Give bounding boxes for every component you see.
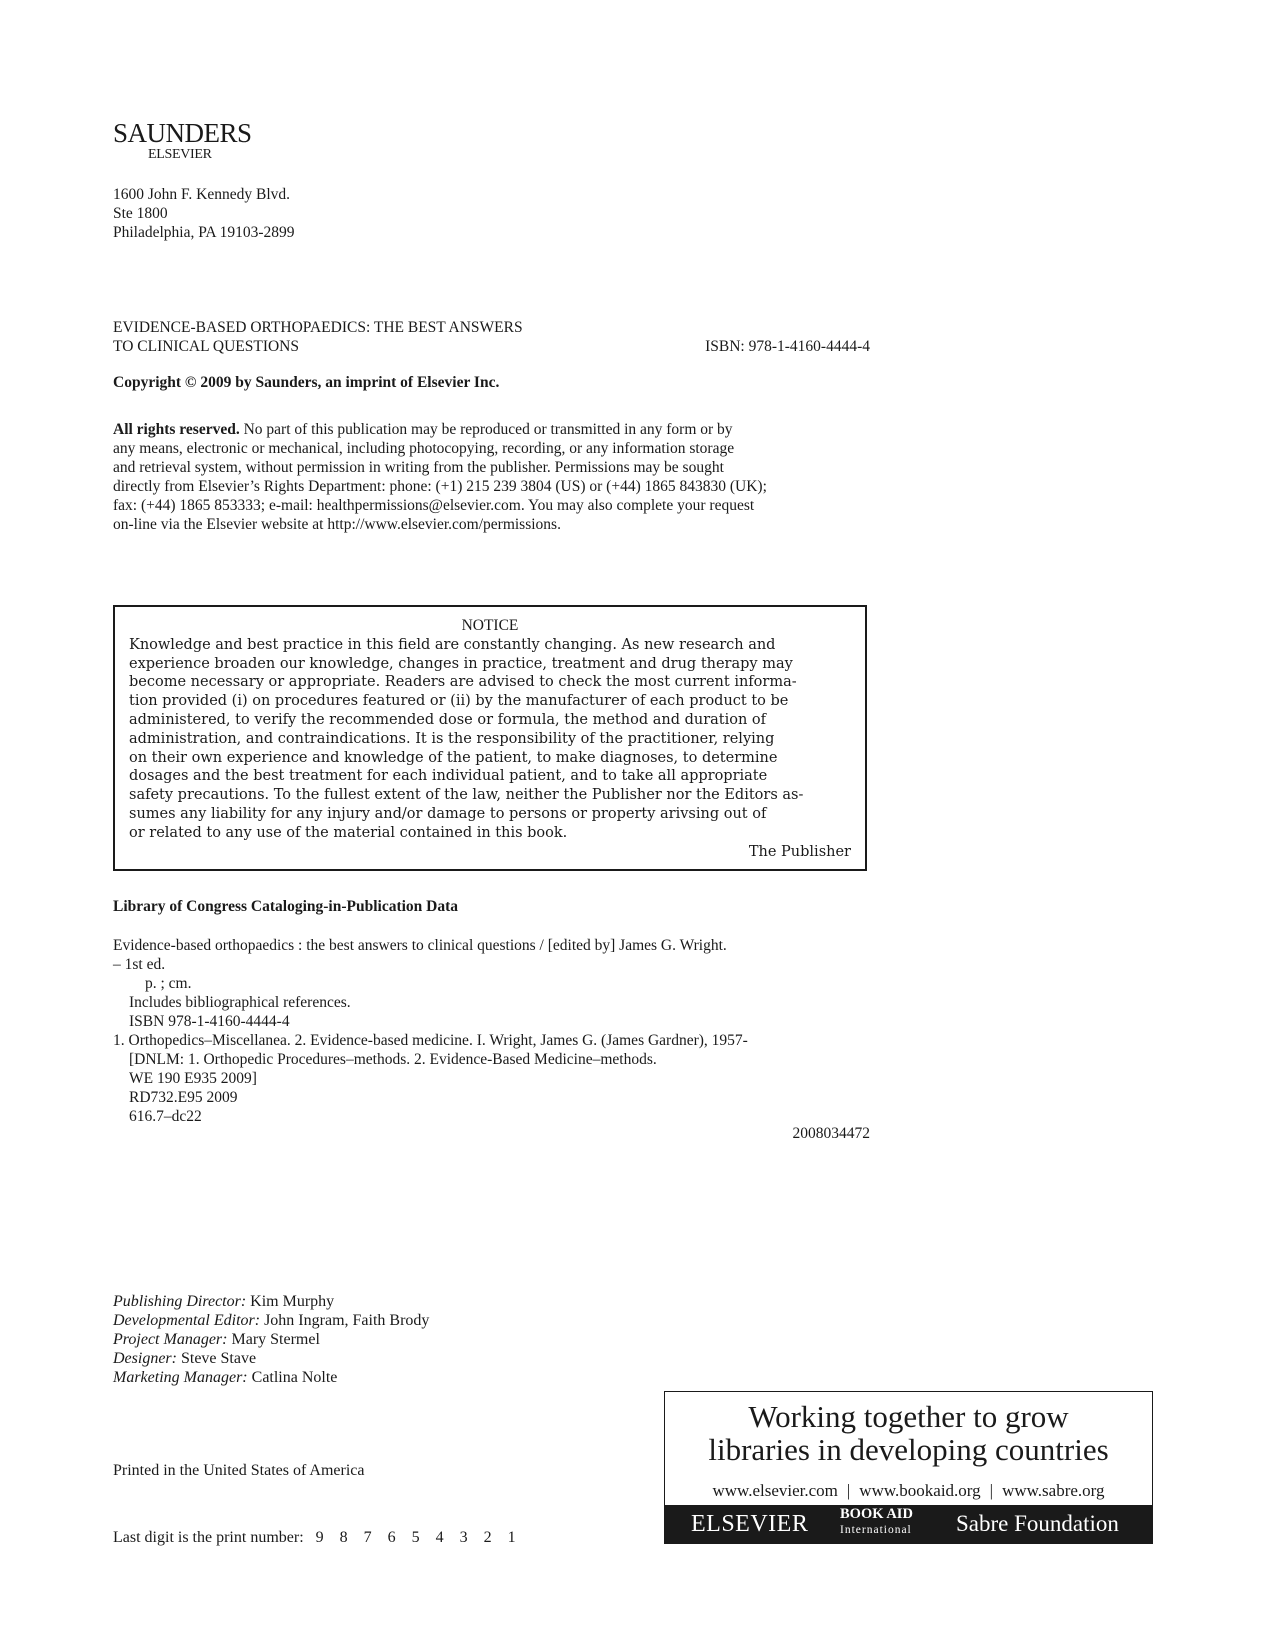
rights-line: on-line via the Elsevier website at http://www.elsevier.com/permissions. bbox=[113, 516, 561, 533]
link-sabre[interactable]: www.sabre.org bbox=[1002, 1481, 1105, 1500]
link-separator: | bbox=[846, 1481, 851, 1500]
banner-headline bbox=[665, 1400, 1152, 1466]
credit-name: Mary Stermel bbox=[227, 1331, 320, 1348]
credit-role: Project Manager: bbox=[113, 1331, 228, 1348]
publisher-address bbox=[113, 185, 295, 242]
notice-line: administered, to verify the recommended dose or formula, the method and duration of bbox=[129, 711, 767, 728]
bookaid-logo-sub: International bbox=[840, 1524, 912, 1536]
rights-statement bbox=[113, 420, 873, 534]
cip-heading: Library of Congress Cataloging-in-Publication Data bbox=[113, 898, 459, 915]
cip-classification: RD732.E95 2009 bbox=[129, 1089, 238, 1106]
banner-headline-line: Working together to grow bbox=[748, 1399, 1069, 1434]
sabre-logo: Sabre Foundation bbox=[956, 1511, 1119, 1536]
book-title bbox=[113, 318, 523, 356]
cip-pages: p. ; cm. bbox=[145, 975, 192, 992]
link-separator: | bbox=[989, 1481, 994, 1500]
cip-detail: Includes bibliographical references. bbox=[129, 994, 351, 1011]
notice-box bbox=[113, 605, 867, 871]
address-line: Ste 1800 bbox=[113, 205, 168, 222]
address-line: 1600 John F. Kennedy Blvd. bbox=[113, 186, 291, 203]
notice-line: become necessary or appropriate. Readers are advised to check the most current informa- bbox=[129, 674, 797, 691]
credit-role: Marketing Manager: bbox=[113, 1369, 248, 1386]
banner-logo-bar bbox=[665, 1505, 1152, 1543]
credit-line bbox=[113, 1292, 429, 1311]
rights-text: No part of this publication may be reproduced or transmitted in any form or by bbox=[239, 421, 733, 438]
credit-role: Publishing Director: bbox=[113, 1293, 247, 1310]
saunders-logo: SAUNDERS bbox=[113, 118, 252, 148]
credit-role: Developmental Editor: bbox=[113, 1312, 261, 1329]
notice-line: or related to any use of the material contained in this book. bbox=[129, 824, 568, 841]
notice-line: dosages and the best treatment for each individual patient, and to take all appropriate bbox=[129, 768, 768, 785]
notice-line: tion provided (i) on procedures featured or (ii) by the manufacturer of each product to be bbox=[129, 693, 789, 710]
rights-line bbox=[113, 420, 873, 439]
lccn: 2008034472 bbox=[792, 1125, 870, 1142]
print-line-label: Last digit is the print number: bbox=[113, 1529, 304, 1546]
cip-classification: WE 190 E935 2009] bbox=[129, 1070, 257, 1087]
printed-in: Printed in the United States of America bbox=[113, 1462, 365, 1479]
elsevier-logo-sub: ELSEVIER bbox=[148, 147, 212, 162]
cip-subjects: 1. Orthopedics–Miscellanea. 2. Evidence-based medicine. I. Wright, James G. (James Gardner), 1957- bbox=[113, 1032, 748, 1049]
credits bbox=[113, 1292, 429, 1387]
banner-headline-line: libraries in developing countries bbox=[708, 1432, 1109, 1467]
credit-line bbox=[113, 1311, 429, 1330]
elsevier-logo: ELSEVIER bbox=[691, 1511, 809, 1537]
copyright-line: Copyright © 2009 by Saunders, an imprint of Elsevier Inc. bbox=[113, 374, 500, 391]
book-aid-banner bbox=[664, 1391, 1153, 1544]
address-line: Philadelphia, PA 19103-2899 bbox=[113, 224, 295, 241]
credit-line bbox=[113, 1368, 429, 1387]
notice-line: experience broaden our knowledge, changes in practice, treatment and drug therapy may bbox=[129, 655, 793, 672]
rights-line: and retrieval system, without permission in writing from the publisher. Permissions may be sought bbox=[113, 459, 724, 476]
notice-signature: The Publisher bbox=[748, 843, 851, 860]
print-line-digits: 9 8 7 6 5 4 3 2 1 bbox=[315, 1529, 516, 1546]
link-elsevier[interactable]: www.elsevier.com bbox=[712, 1481, 838, 1500]
notice-line: on their own experience and knowledge of the patient, to make diagnoses, to determine bbox=[129, 749, 778, 766]
credit-line bbox=[113, 1330, 429, 1349]
cip-entry-line: – 1st ed. bbox=[113, 956, 166, 973]
cip-entry-line: Evidence-based orthopaedics : the best answers to clinical questions / [edited by] James G. Wright. bbox=[113, 937, 727, 954]
notice-title: NOTICE bbox=[461, 617, 519, 634]
notice-line: administration, and contraindications. It is the responsibility of the practitioner, relying bbox=[129, 730, 775, 747]
cip-data bbox=[113, 936, 873, 1126]
rights-line: any means, electronic or mechanical, including photocopying, recording, or any information storage bbox=[113, 440, 735, 457]
credit-name: John Ingram, Faith Brody bbox=[260, 1312, 430, 1329]
cip-classification: [DNLM: 1. Orthopedic Procedures–methods. 2. Evidence-Based Medicine–methods. bbox=[129, 1051, 657, 1068]
rights-line: directly from Elsevier’s Rights Department: phone: (+1) 215 239 3804 (US) or (+44) 1865 843830 (UK); bbox=[113, 478, 767, 495]
notice-line: Knowledge and best practice in this field are constantly changing. As new research and bbox=[129, 636, 776, 653]
banner-links bbox=[665, 1481, 1152, 1501]
credit-name: Catlina Nolte bbox=[247, 1369, 338, 1386]
isbn: ISBN: 978-1-4160-4444-4 bbox=[705, 338, 870, 355]
print-line bbox=[113, 1529, 516, 1547]
book-title-line: TO CLINICAL QUESTIONS bbox=[113, 338, 299, 355]
bookaid-logo-main: BOOK AID bbox=[840, 1506, 913, 1522]
credit-name: Kim Murphy bbox=[246, 1293, 335, 1310]
rights-lead: All rights reserved. bbox=[113, 421, 240, 438]
rights-line: fax: (+44) 1865 853333; e-mail: healthpermissions@elsevier.com. You may also complete your request bbox=[113, 497, 755, 514]
notice-line: sumes any liability for any injury and/or damage to persons or property arivsing out of bbox=[129, 805, 767, 822]
notice-line: safety precautions. To the fullest extent of the law, neither the Publisher nor the Editors as- bbox=[129, 787, 804, 804]
credit-role: Designer: bbox=[113, 1350, 177, 1367]
credit-name: Steve Stave bbox=[176, 1350, 257, 1367]
cip-detail: ISBN 978-1-4160-4444-4 bbox=[129, 1013, 290, 1030]
credit-line bbox=[113, 1349, 429, 1368]
bookaid-logo bbox=[840, 1507, 913, 1538]
cip-classification: 616.7–dc22 bbox=[129, 1108, 202, 1125]
book-title-line: EVIDENCE-BASED ORTHOPAEDICS: THE BEST ANSWERS bbox=[113, 319, 523, 336]
link-bookaid[interactable]: www.bookaid.org bbox=[859, 1481, 981, 1500]
